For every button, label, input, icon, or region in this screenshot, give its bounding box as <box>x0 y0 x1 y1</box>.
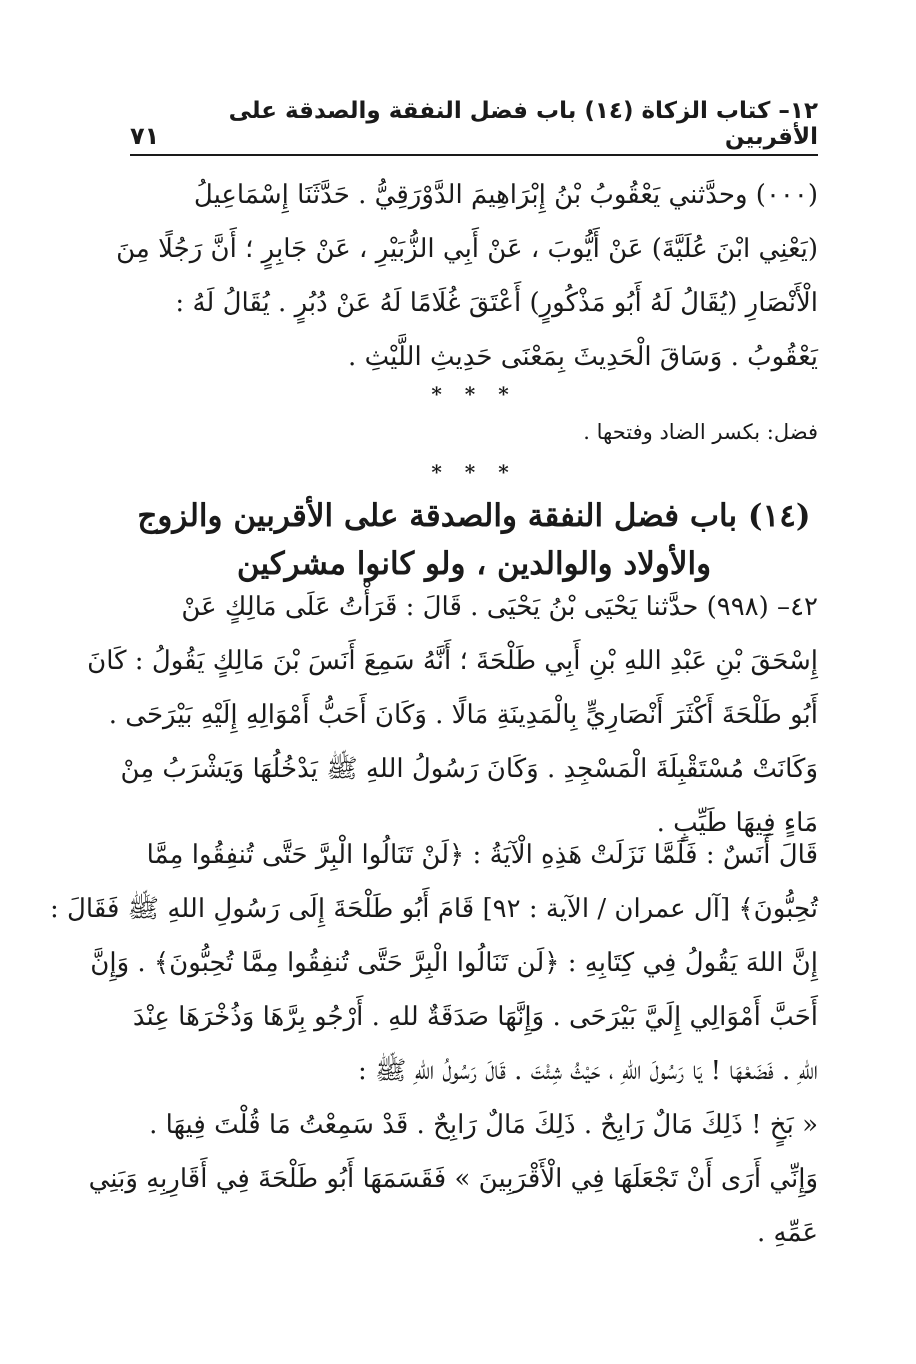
separator-stars: * * * <box>431 382 517 406</box>
chapter-title: ١٢– كتاب الزكاة (١٤) باب فضل النفقة والصدقة على الأقربين <box>228 98 818 150</box>
footnote-text: فضل: بكسر الضاد وفتحها . <box>583 420 818 444</box>
chapter-heading-line: والأولاد والوالدين ، ولو كانوا مشركين <box>236 546 712 582</box>
text-line: ٤٢– (٩٩٨) حدَّثنا يَحْيَى بْنُ يَحْيَى . قَالَ : قَرَأْتُ عَلَى مَالِكٍ عَنْ <box>181 592 818 622</box>
footnote <box>130 412 818 452</box>
text-line: (٠٠٠) وحدَّثني يَعْقُوبُ بْنُ إِبْرَاهِيمَ الدَّوْرَقِيُّ . حَدَّثَنَا إِسْمَاعِيلُ <box>193 180 818 210</box>
hadith-previous <box>116 168 818 384</box>
chapter-heading <box>130 492 818 588</box>
text-line: (يَعْنِي ابْنَ عُلَيَّةَ) عَنْ أَيُّوبَ ، عَنْ أَبِي الزُّبَيْرِ ، عَنْ جَابِرٍ ؛ أَنَّ رَجُلًا مِنَ <box>116 234 818 264</box>
text-line: مَاءٍ فِيهَا طَيِّبٍ . <box>656 808 818 838</box>
text-line: عَمِّهِ . <box>756 1218 818 1248</box>
text-line: الْأَنْصَارِ (يُقَالُ لَهُ أَبُو مَذْكُورٍ) أَعْتَقَ غُلَامًا لَهُ عَنْ دُبُرٍ . يُقَالُ لَهُ : <box>175 288 818 318</box>
text-line: أَبُو طَلْحَةَ أَكْثَرَ أَنْصَارِيٍّ بِالْمَدِينَةِ مَالًا . وَكَانَ أَحَبُّ أَمْوَالِهِ إِلَيْهِ بَيْرَحَى . <box>108 700 818 730</box>
page-number: ٧١ <box>130 122 160 150</box>
hadith-continuation <box>50 828 818 1260</box>
text-line: أَحَبَّ أَمْوَالِي إِلَيَّ بَيْرَحَى . وَإِنَّهَا صَدَقَةٌ للهِ . أَرْجُو بِرَّهَا وَذُخْرَهَا عِنْدَ <box>132 1002 818 1032</box>
text-line: تُحِبُّونَ﴾ [آل عمران / الآية : ٩٢] قَامَ أَبُو طَلْحَةَ إِلَى رَسُولِ اللهِ ﷺ فَقَالَ : <box>50 894 818 924</box>
text-line: إِنَّ اللهَ يَقُولُ فِي كِتَابِهِ : ﴿لَن تَنَالُوا الْبِرَّ حَتَّى تُنفِقُوا مِمَّا تُحِبُّونَ﴾ . وَإِنَّ <box>90 948 818 978</box>
hadith-main <box>87 580 818 850</box>
text-line: وَكَانَتْ مُسْتَقْبِلَةَ الْمَسْجِدِ . وَكَانَ رَسُولُ اللهِ ﷺ يَدْخُلُهَا وَيَشْرَبُ مِنْ <box>120 754 818 784</box>
chapter-heading-line: (١٤) باب فضل النفقة والصدقة على الأقربين والزوج <box>137 498 811 534</box>
text-line: وَإِنِّي أَرَى أَنْ تَجْعَلَهَا فِي الْأَقْرَبِينَ » فَقَسَمَهَا أَبُو طَلْحَةَ فِي أَقَارِبِهِ وَبَنِي <box>88 1164 818 1194</box>
running-header <box>130 98 818 156</box>
text-line: إِسْحَقَ بْنِ عَبْدِ اللهِ بْنِ أَبِي طَلْحَةَ ؛ أَنَّهُ سَمِعَ أَنَسَ بْنَ مَالِكٍ يَقُولُ : كَانَ <box>87 646 818 676</box>
text-line: « بَخٍ ! ذَلِكَ مَالٌ رَابِحٌ . ذَلِكَ مَالٌ رَابِحٌ . قَدْ سَمِعْتُ مَا قُلْتَ فِيهَا . <box>149 1110 818 1140</box>
text-line: اللهِ . فَضَعْهَا ! يَا رَسُولَ اللهِ ، حَيْثُ شِئْتَ . قَالَ رَسُولُ اللهِ ﷺ : <box>358 1056 818 1086</box>
text-line: يَعْقُوبُ . وَسَاقَ الْحَدِيثَ بِمَعْنَى حَدِيثِ اللَّيْثِ . <box>348 342 818 372</box>
separator-stars: * * * <box>431 460 517 484</box>
text-line: قَالَ أَنَسٌ : فَلَمَّا نَزَلَتْ هَذِهِ الْآيَةُ : ﴿لَنْ تَنَالُوا الْبِرَّ حَتَّى تُنفِقُوا مِمَّا <box>146 840 818 870</box>
